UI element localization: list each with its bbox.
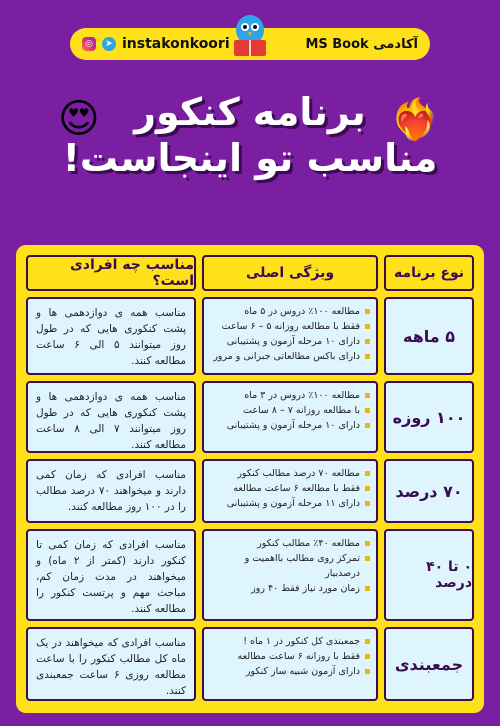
feature-item: فقط با روزانه ۶ ساعت مطالعه xyxy=(210,649,370,664)
feature-item: دارای ۱۰ مرحله آزمون و پشتیبانی xyxy=(210,334,370,349)
table-row xyxy=(26,529,474,621)
header-program-type: نوع برنامه xyxy=(384,255,474,291)
feature-item: فقط با مطالعه روزانه ۵ – ۶ ساعت xyxy=(210,319,370,334)
program-features xyxy=(202,459,378,523)
program-suitable: مناسب افرادی که میخواهند در یک ماه کل مطالب کنکور را با ساعت مطالعه روزی ۶ ساعت جمعبندی کنند. xyxy=(26,627,196,701)
program-suitable: مناسب افرادی که زمان کمی تا کنکور دارند (کمتر از ۲ ماه) و میخواهند در مدت زمان کم، مباحث مهم و پرتست کنکور را مطالعه کنند. xyxy=(26,529,196,621)
program-features xyxy=(202,627,378,701)
social-handle-group[interactable] xyxy=(82,36,230,52)
bird-mascot-reading-book-icon xyxy=(226,10,274,60)
headline-line2: مناسب تو اینجاست! xyxy=(62,135,438,180)
feature-item: دارای آزمون شبیه ساز کنکور xyxy=(210,664,370,679)
program-features xyxy=(202,297,378,375)
program-suitable: مناسب همه ی دوازدهمی ها و پشت کنکوری هایی که در طول روز میتوانند ۵ الی ۶ ساعت مطالعه کنند. xyxy=(26,297,196,375)
program-name: ۷۰ درصد xyxy=(384,459,474,523)
program-features xyxy=(202,381,378,453)
heart-eyes-emoji-icon: 😍 xyxy=(58,96,100,142)
telegram-icon: ➤ xyxy=(102,37,116,51)
headline-line1: برنامه کنکور xyxy=(134,90,366,134)
header-suitable-for: مناسب چه افرادی است؟ xyxy=(26,255,196,291)
header-main-features: ویژگی اصلی xyxy=(202,255,378,291)
table-body xyxy=(26,297,474,707)
feature-item: فقط با مطالعه ۶ ساعت مطالعه xyxy=(210,481,370,496)
program-name: ۱۰۰ روزه xyxy=(384,381,474,453)
feature-item: دارای ۱۱ مرحله آزمون و پشتیبانی xyxy=(210,496,370,511)
feature-item: جمعبندی کل کنکور در ۱ ماه ! xyxy=(210,634,370,649)
feature-item: تمرکز روی مطالب بااهمیت و درصدبیار xyxy=(210,551,370,581)
feature-item: مطالعه ۷۰ درصد مطالب کنکور xyxy=(210,466,370,481)
feature-item: دارای ۱۰ مرحله آزمون و پشتیبانی xyxy=(210,418,370,433)
feature-item: زمان مورد نیاز فقط ۴۰ روز xyxy=(210,581,370,596)
program-name: ۵ ماهه xyxy=(384,297,474,375)
feature-item: با مطالعه روزانه ۷ – ۸ ساعت xyxy=(210,403,370,418)
table-row xyxy=(26,627,474,701)
instagram-icon: ◎ xyxy=(82,37,96,51)
program-table xyxy=(16,245,484,713)
feature-item: دارای باکس مطالعاتی جبرانی و مرور xyxy=(210,349,370,364)
table-row xyxy=(26,297,474,375)
program-features xyxy=(202,529,378,621)
program-name: ۰ تا ۴۰ درصد xyxy=(384,529,474,621)
table-row xyxy=(26,459,474,523)
burning-heart-emoji-icon: ❤️‍🔥 xyxy=(390,97,440,143)
feature-item: مطالعه ۱۰۰٪ دروس در ۵ ماه xyxy=(210,304,370,319)
program-suitable: مناسب همه ی دوازدهمی ها و پشت کنکوری هایی که در طول روز میتوانند ۷ الی ۸ ساعت مطالعه کنند. xyxy=(26,381,196,453)
program-name: جمعبندی xyxy=(384,627,474,701)
table-header xyxy=(26,255,474,291)
feature-item: مطالعه ۱۰۰٪ دروس در ۳ ماه xyxy=(210,388,370,403)
instagram-handle[interactable]: instakonkoori xyxy=(122,36,230,52)
feature-item: مطالعه ۴۰٪ مطالب کنکور xyxy=(210,536,370,551)
brand-name: آکادمی MS Book xyxy=(305,36,418,52)
table-row xyxy=(26,381,474,453)
program-suitable: مناسب افرادی که زمان کمی دارند و میخواهند ۷۰ درصد مطالب را در ۱۰۰ روز مطالعه کنند. xyxy=(26,459,196,523)
